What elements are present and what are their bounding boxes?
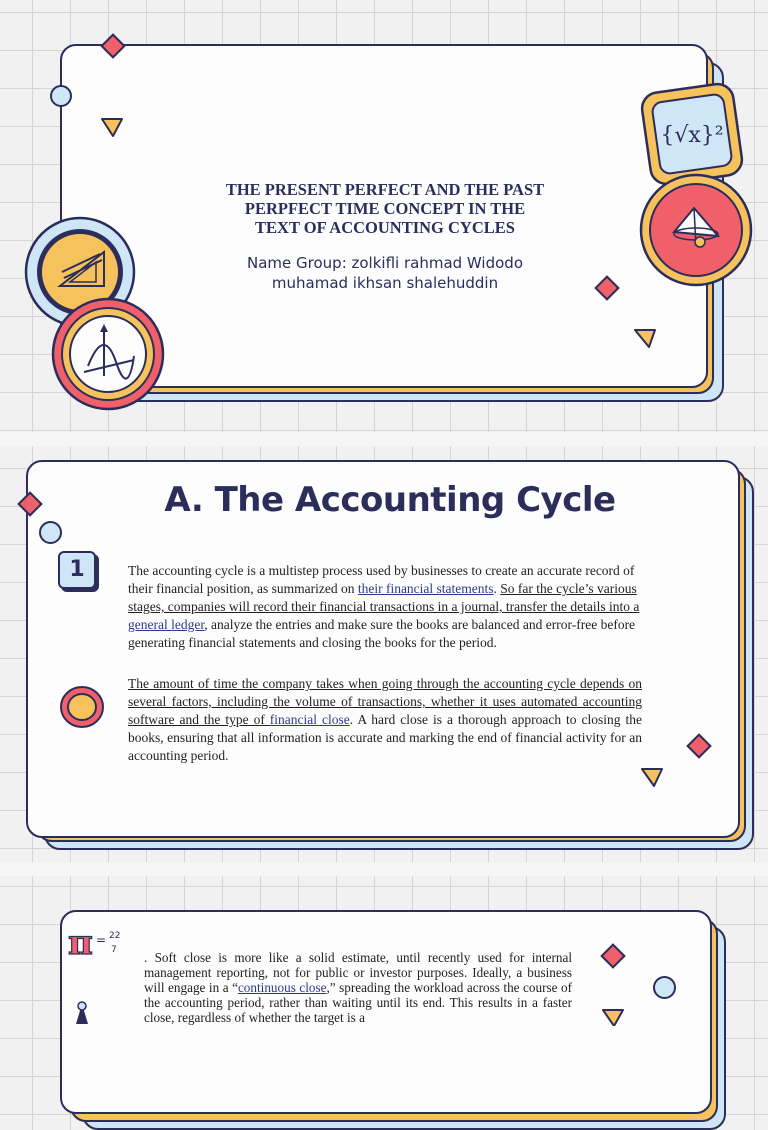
link-continuous-close[interactable]: continuous close <box>237 980 327 995</box>
graph-axes-icon <box>50 296 166 412</box>
name-line: Name Group: zolkifli rahmad Widodo <box>247 254 523 272</box>
paragraph-accounting-cycle <box>128 562 640 652</box>
text-run: ,” spreading the workload across the course of the accounting period, rather than waiting until its end. This results in a faster close, regardless of whether the target is a <box>144 980 572 1025</box>
pi-formula-icon <box>64 922 128 962</box>
triangle-shape <box>639 765 665 789</box>
link-general-ledger[interactable]: general ledger <box>128 617 205 632</box>
paragraph-close-types <box>128 675 642 765</box>
svg-text:7: 7 <box>111 945 117 955</box>
triangle-shape <box>632 326 658 350</box>
text-run: . A hard close is a thorough approach to closing the books, ensuring that all information is accurate and marking the end of financial activity for an accounting period. <box>128 712 642 763</box>
circle-shape <box>653 976 676 999</box>
compass-icon <box>70 1000 100 1024</box>
slide-gap-band <box>0 432 768 446</box>
slide-gap-band <box>0 862 768 876</box>
svg-text:22: 22 <box>109 931 121 941</box>
svg-text:{√x}²: {√x}² <box>660 123 724 148</box>
step-number-badge: 1 <box>58 551 96 589</box>
link-financial-close[interactable]: financial close <box>269 712 350 727</box>
svg-text:π: π <box>68 923 93 962</box>
circle-shape <box>39 521 62 544</box>
section-heading: A. The Accounting Cycle <box>164 480 616 520</box>
text-run: . Soft close is more like a solid estimate, until recently used for internal management reporting, not for public or investor purposes. Ideally, a business will engage in a “ <box>144 950 572 995</box>
title-line: PERPFECT TIME CONCEPT IN THE <box>244 199 526 218</box>
presentation-title <box>160 180 610 237</box>
circle-shape <box>50 85 72 107</box>
cone-geometry-icon <box>638 172 754 288</box>
title-line: TEXT OF ACCOUNTING CYCLES <box>255 218 515 237</box>
title-slide <box>0 0 768 432</box>
underlined-text: So far the cycle’s various stages, companies will record their financial transactions in a journal, transfer the details into a <box>128 581 640 614</box>
text-run: , analyze the entries and make sure the books are balanced and error-free before generating financial statements and closing the books for the period. <box>128 617 636 650</box>
name-line: muhamad ikhsan shalehuddin <box>271 274 499 292</box>
group-names <box>180 253 590 293</box>
link-financial-statements[interactable]: their financial statements <box>357 581 494 596</box>
text-run: The accounting cycle is a multistep process used by businesses to create an accurate record of their financial position, as summarized on <box>128 563 635 596</box>
title-line: THE PRESENT PERFECT AND THE PAST <box>225 180 545 199</box>
text-run: . <box>493 581 501 596</box>
triangle-shape <box>100 116 124 138</box>
triangle-shape <box>600 1006 626 1026</box>
underlined-text: The amount of time the company takes when going through the accounting cycle depends on several factors, including the volume of transactions, whether it uses automated accounting software and the type of <box>128 676 642 727</box>
paragraph-soft-close <box>144 950 572 1025</box>
svg-text:=: = <box>96 933 107 947</box>
ring-shape <box>58 684 106 730</box>
